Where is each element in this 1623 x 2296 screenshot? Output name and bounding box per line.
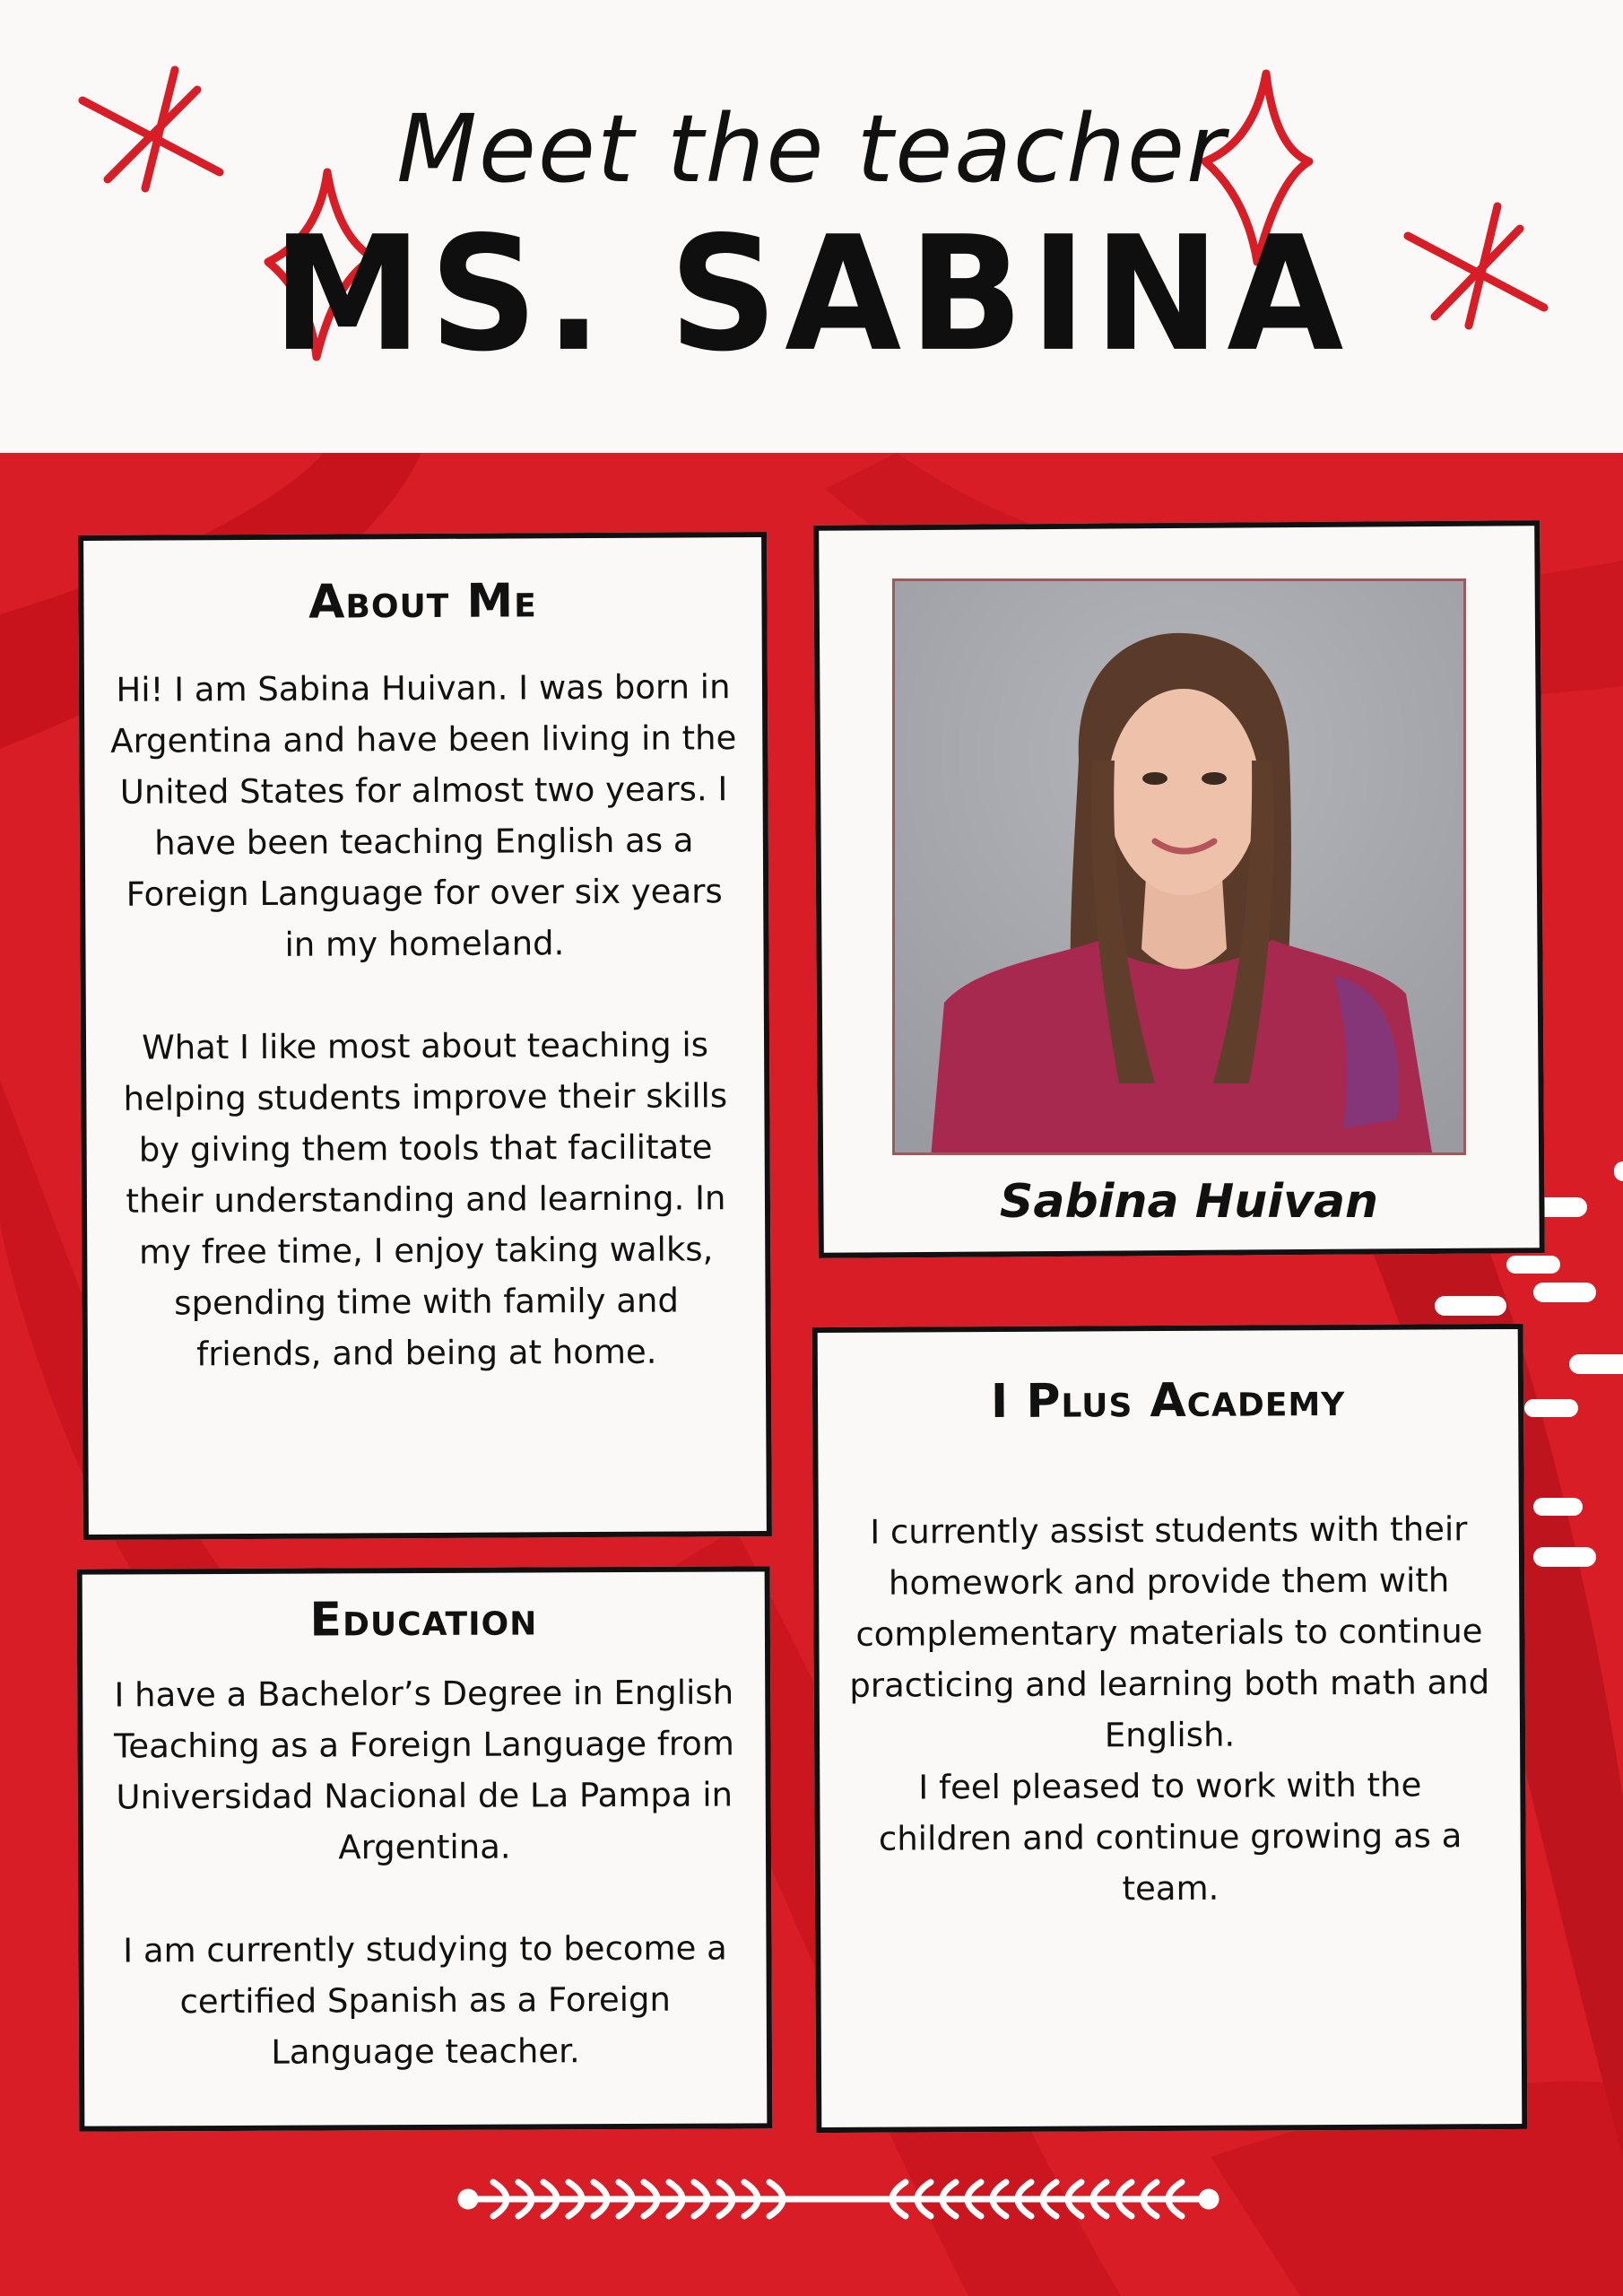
teacher-photo — [892, 578, 1466, 1155]
academy-panel — [812, 1324, 1528, 2133]
academy-heading: I Plus Academy — [990, 1372, 1346, 1430]
about-me-panel — [78, 532, 772, 1540]
photo-caption: Sabina Huivan — [999, 1175, 1379, 1229]
about-me-text: Hi! I am Sabina Huivan. I was born in Argentina and have been living in the United States for almost two years. I have been teaching English as a Foreign Language for over six years in my homeland. What I like most about teaching is helping students improve their skills by giving them tools that facilitate their understanding and learning. In my free time, I enjoy taking walks, spending time with family and friends, and being at home. — [110, 667, 737, 1374]
academy-text: I currently assist students with their homework and provide them with complementary materials to continue practicing and learning both math and English. I feel pleased to work with the children and continue growing as a team. — [849, 1509, 1490, 1909]
education-heading: Education — [309, 1592, 538, 1648]
education-panel — [77, 1566, 773, 2131]
page-subtitle: Meet the teacher — [396, 94, 1227, 204]
page-title: MS. SABINA — [272, 202, 1351, 387]
education-text: I have a Bachelor’s Degree in English Teaching as a Foreign Language from Universidad Nacional de La Pampa in Argentina. I am currently studying to become a certified Spanish as a Foreign Language teacher. — [113, 1673, 735, 2072]
about-me-heading: About Me — [308, 574, 537, 630]
arrow-divider-icon — [457, 2175, 1219, 2229]
